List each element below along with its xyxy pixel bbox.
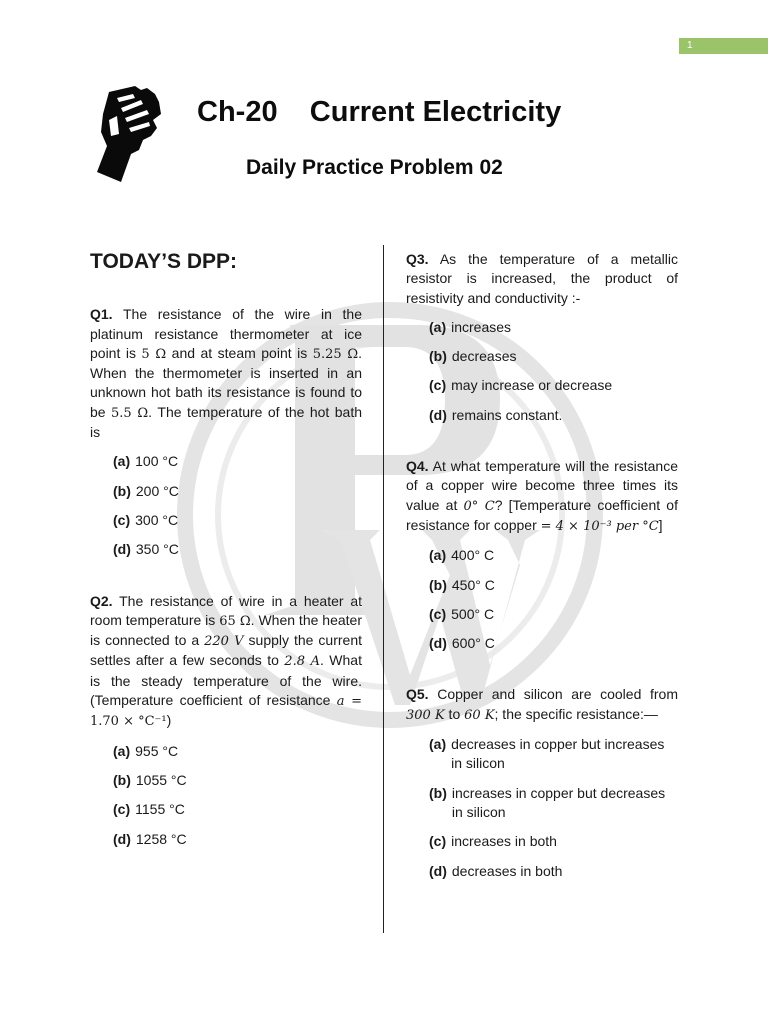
question-label: Q3. bbox=[406, 251, 429, 267]
option-label: (a) bbox=[113, 453, 131, 470]
option-label: (c) bbox=[429, 833, 447, 850]
math-value: 300 K bbox=[406, 707, 445, 723]
option-label: (c) bbox=[113, 511, 131, 528]
math-value: 1.70 × °C⁻¹ bbox=[90, 714, 167, 730]
question-text bbox=[90, 592, 362, 732]
option-text: 1055 °C bbox=[135, 771, 187, 788]
option-d bbox=[113, 540, 362, 559]
option-text: increases in both bbox=[451, 833, 557, 850]
option-c bbox=[113, 800, 362, 819]
option-text: 100 °C bbox=[135, 453, 179, 470]
question-text-part: . When the thermometer is inserted in an unknown hot bath its resistance is found to be bbox=[90, 344, 363, 420]
option-text: 1155 °C bbox=[135, 801, 185, 818]
option-b bbox=[429, 347, 678, 366]
option-label: (c) bbox=[429, 605, 447, 622]
question-text-part: ] bbox=[658, 516, 663, 533]
option-list bbox=[406, 546, 678, 653]
question-text bbox=[90, 305, 362, 442]
option-text: 200 °C bbox=[135, 482, 179, 499]
option-b bbox=[429, 784, 678, 823]
option-text: increases in copper but decreases in silicon bbox=[451, 784, 666, 820]
question-text-part: At what temperature will the resistance of a copper wire become three times its value at bbox=[406, 458, 678, 513]
math-value: 5.25 Ω bbox=[312, 346, 359, 362]
option-text: increases bbox=[451, 318, 512, 335]
right-column bbox=[406, 250, 678, 891]
option-b bbox=[113, 482, 362, 501]
option-label: (d) bbox=[113, 830, 131, 847]
option-a bbox=[113, 742, 362, 761]
question-text-part: . What is the steady temperature of the wire. (Temperature coefficient of resistance bbox=[90, 652, 362, 709]
question-3 bbox=[406, 250, 678, 425]
option-c bbox=[429, 605, 678, 624]
option-text: 1258 °C bbox=[135, 830, 187, 847]
option-label: (b) bbox=[429, 576, 447, 593]
option-a bbox=[429, 735, 678, 774]
option-label: (d) bbox=[429, 862, 447, 879]
question-text-part: supply the current settles after a few seconds to bbox=[90, 632, 362, 669]
raised-fist-icon bbox=[95, 84, 167, 184]
question-text bbox=[406, 685, 678, 725]
question-label: Q1. bbox=[90, 306, 113, 323]
option-d bbox=[113, 830, 362, 849]
option-text: 350 °C bbox=[135, 541, 179, 558]
option-label: (b) bbox=[429, 348, 447, 365]
option-c bbox=[429, 376, 678, 395]
option-text: 500° C bbox=[451, 605, 495, 622]
option-list bbox=[90, 742, 362, 849]
option-d bbox=[429, 862, 678, 881]
question-text-part: ; the specific resistance:— bbox=[494, 705, 658, 722]
option-label: (b) bbox=[113, 771, 131, 788]
option-text: may increase or decrease bbox=[451, 377, 613, 394]
math-value: 220 V bbox=[204, 634, 244, 650]
option-label: (d) bbox=[113, 541, 131, 558]
math-value: = 4 × 10⁻³ per °C bbox=[540, 518, 659, 534]
math-value: 0° C bbox=[463, 498, 495, 514]
section-heading: TODAY’S DPP: bbox=[90, 250, 238, 273]
option-text: 600° C bbox=[451, 635, 495, 652]
option-text: decreases in both bbox=[451, 862, 563, 879]
question-label: Q4. bbox=[406, 458, 429, 475]
math-value: 65 Ω bbox=[219, 613, 251, 629]
left-column bbox=[90, 250, 362, 859]
option-label: (b) bbox=[113, 482, 131, 499]
math-value: 5.5 Ω bbox=[111, 405, 149, 421]
math-value: a = bbox=[336, 694, 363, 710]
option-b bbox=[113, 771, 362, 790]
option-label: (a) bbox=[429, 736, 447, 753]
option-label: (a) bbox=[429, 318, 447, 335]
option-c bbox=[429, 832, 678, 851]
page-subtitle: Daily Practice Problem 02 bbox=[246, 156, 503, 179]
option-list bbox=[406, 318, 678, 425]
question-text-part: to bbox=[444, 705, 465, 722]
page-number: 1 bbox=[679, 38, 768, 54]
question-5 bbox=[406, 685, 678, 880]
question-label: Q2. bbox=[90, 592, 113, 609]
column-divider bbox=[383, 245, 384, 933]
question-text-part: ) bbox=[166, 712, 172, 729]
option-label: (d) bbox=[429, 635, 447, 652]
question-text-part: Copper and silicon are cooled from bbox=[437, 686, 678, 703]
option-text: remains constant. bbox=[451, 406, 563, 423]
question-text-part: The resistance of the wire in the platinum resistance thermometer at ice point is bbox=[90, 306, 362, 361]
chapter-title: Ch-20 Current Electricity bbox=[197, 96, 562, 128]
option-text: 450° C bbox=[451, 576, 495, 593]
option-label: (a) bbox=[429, 547, 447, 564]
question-text-part: The resistance of wire in a heater at room temperature is bbox=[90, 592, 362, 628]
option-b bbox=[429, 576, 678, 595]
option-label: (c) bbox=[113, 801, 131, 818]
option-label: (d) bbox=[429, 406, 447, 423]
question-text bbox=[406, 457, 678, 536]
option-list bbox=[90, 452, 362, 559]
question-text-part: and at steam point is bbox=[166, 344, 313, 361]
question-1 bbox=[90, 305, 362, 559]
math-value: 2.8 A bbox=[284, 654, 321, 670]
math-value: 5 Ω bbox=[141, 346, 167, 362]
option-c bbox=[113, 511, 362, 530]
option-label: (b) bbox=[429, 784, 447, 801]
option-text: 400° C bbox=[451, 547, 495, 564]
option-text: 300 °C bbox=[135, 511, 179, 528]
option-label: (a) bbox=[113, 742, 131, 759]
question-text-part: . The temperature of the hot bath is bbox=[90, 403, 362, 441]
question-text bbox=[406, 250, 678, 308]
question-2 bbox=[90, 592, 362, 849]
option-d bbox=[429, 634, 678, 653]
option-a bbox=[113, 452, 362, 471]
question-text-part: As the temperature of a metallic resistor is increased, the product of resistivity and conductivity :- bbox=[406, 251, 678, 306]
question-text-part: ? [Temperature coefficient of resistance for copper bbox=[406, 496, 678, 533]
option-label: (c) bbox=[429, 377, 447, 394]
option-d bbox=[429, 406, 678, 425]
option-text: decreases in copper but increases in silicon bbox=[451, 736, 665, 772]
option-a bbox=[429, 318, 678, 337]
question-text-part: . When the heater is connected to a bbox=[90, 611, 362, 649]
question-4 bbox=[406, 457, 678, 653]
question-label: Q5. bbox=[406, 686, 429, 703]
option-text: decreases bbox=[451, 348, 517, 365]
option-list bbox=[406, 735, 678, 881]
option-text: 955 °C bbox=[135, 742, 179, 759]
math-value: 60 K bbox=[464, 707, 495, 723]
option-a bbox=[429, 546, 678, 565]
